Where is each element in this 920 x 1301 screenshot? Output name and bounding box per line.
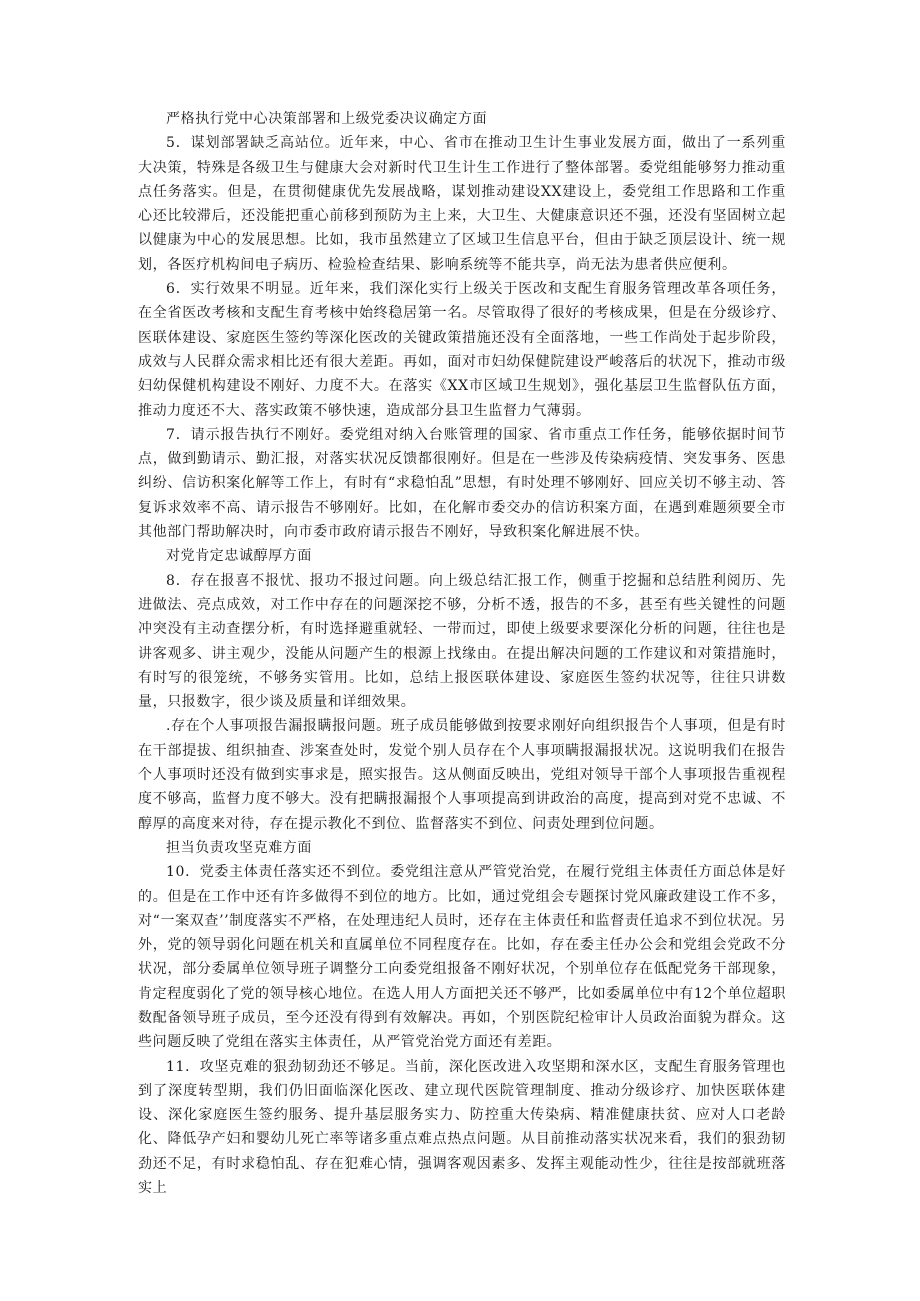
paragraph-7: 7．请示报告执行不刚好。委党组对纳入台账管理的国家、省市重点工作任务，能够依据时间节点，做到勤请示、勤汇报，对落实状况反馈都很刚好。但是在一些涉及传染病疫情、突发事务、医患纠纷、信访积案化解等工作上，有时有“求稳怕乱”思想，有时处理不够刚好、回应关切不够主动、答复诉求效率不高、请示报告不够刚好。比如，在化解市委交办的信访积案方面，在遇到难题须要全市其他部门帮助解决时，向市委市政府请示报告不刚好，导致积案化解进展不快。 bbox=[138, 426, 786, 541]
paragraph-9: .存在个人事项报告漏报瞒报问题。班子成员能够做到按要求刚好向组织报告个人事项，但是有时在干部提拔、组织抽查、涉案查处时，发觉个别人员存在个人事项瞒报漏报状况。这说明我们在报告个人事项时还没有做到实事求是，照实报告。这从侧面反映出，党组对领导干部个人事项报告重视程度不够高，监督力度不够大。没有把瞒报漏报个人事项提高到讲政治的高度，提高到对党不忠诚、不醇厚的高度来对待，存在提示教化不到位、监督落实不到位、问责处理到位问题。 bbox=[138, 718, 786, 832]
paragraph-10: 10．党委主体责任落实还不到位。委党组注意从严管党治党，在履行党组主体责任方面总体是好的。但是在工作中还有许多做得不到位的地方。比如，通过党组会专题探讨党风廉政建设工作不多，对“一案双查’’制度落实不严格，在处理违纪人员时，还存在主体责任和监督责任追求不到位状况。另外，党的领导弱化问题在机关和直属单位不同程度存在。比如，存在委主任办公会和党组会党政不分状况，部分委属单位领导班子调整分工向委党组报备不刚好状况，个别单位存在低配党务干部现象，肯定程度弱化了党的领导核心地位。在选人用人方面把关还不够严，比如委属单位中有12个单位超职数配备领导班子成员，至今还没有得到有效解决。再如，个别医院纪检审计人员政治面貌为群众。这些问题反映了党组在落实主体责任，从严管党治党方面还有差距。 bbox=[138, 864, 786, 1051]
document-body bbox=[138, 107, 786, 1200]
section-heading-1: 严格执行党中心决策部署和上级党委决议确定方面 bbox=[166, 111, 488, 127]
paragraph-6: 6．实行效果不明显。近年来，我们深化实行上级关于医改和支配生育服务管理改革各项任务，在全省医改考核和支配生育考核中始终稳居第一名。尽管取得了很好的考核成果，但是在分级诊疗、医联体建设、家庭医生签约等深化医改的关键政策措施还没有全面落地，一些工作尚处于起步阶段，成效与人民群众需求相比还有很大差距。再如，面对市妇幼保健院建设严峻落后的状况下，推动市级妇幼保健机构建设不刚好、力度不大。在落实《XX市区域卫生规划》，强化基层卫生监督队伍方面，推动力度还不大、落实政策不够快速，造成部分县卫生监督力气薄弱。 bbox=[138, 281, 786, 419]
paragraph-5: 5．谋划部署缺乏高站位。近年来，中心、省市在推动卫生计生事业发展方面，做出了一系列重大决策，特殊是各级卫生与健康大会对新时代卫生计生工作进行了整体部署。委党组能够努力推动重点任务落实。但是，在贯彻健康优先发展战略，谋划推动建设XX建设上，委党组工作思路和工作重心还比较滞后，还没能把重心前移到预防为主上来，大卫生、大健康意识还不强，还没有坚固树立起以健康为中心的发展思想。比如，我市虽然建立了区域卫生信息平台，但由于缺乏顶层设计、统一规划，各医疗机构间电子病历、检验检查结果、影响系统等不能共享，尚无法为患者供应便利。 bbox=[138, 135, 786, 273]
section-heading-3: 担当负责攻坚克难方面 bbox=[166, 839, 312, 856]
section-heading-2: 对党肯定忠诚醇厚方面 bbox=[166, 548, 312, 565]
paragraph-8: 8．存在报喜不报忧、报功不报过问题。向上级总结汇报工作，侧重于挖掘和总结胜利阅历、先进做法、亮点成效，对工作中存在的问题深挖不够，分析不透，报告的不多，甚至有些关键性的问题冲突没有主动查摆分析，有时选择避重就轻、一带而过，即使上级要求要深化分析的问题，往往也是讲客观多、讲主观少，没能从问题产生的根源上找缘由。在提出解决问题的工作建议和对策措施时，有时写的很笼统，不够务实管用。比如，总结上报医联体建设、家庭医生签约状况等，往往只讲数量，只报数字，很少谈及质量和详细效果。 bbox=[138, 572, 786, 711]
paragraph-11: 11．攻坚克难的狠劲韧劲还不够足。当前，深化医改进入攻坚期和深水区，支配生育服务管理也到了深度转型期，我们仍旧面临深化医改、建立现代医院管理制度、推动分级诊疗、加快医联体建设、深化家庭医生签约服务、提升基层服务实力、防控重大传染病、精准健康扶贫、应对人口老龄化、降低孕产妇和婴幼儿死亡率等诸多重点难点热点问题。从目前推动落实状况来看，我们的狠劲韧劲还不足，有时求稳怕乱、存在犯难心情，强调客观因素多、发挥主观能动性少，往往是按部就班落实上 bbox=[138, 1058, 786, 1197]
